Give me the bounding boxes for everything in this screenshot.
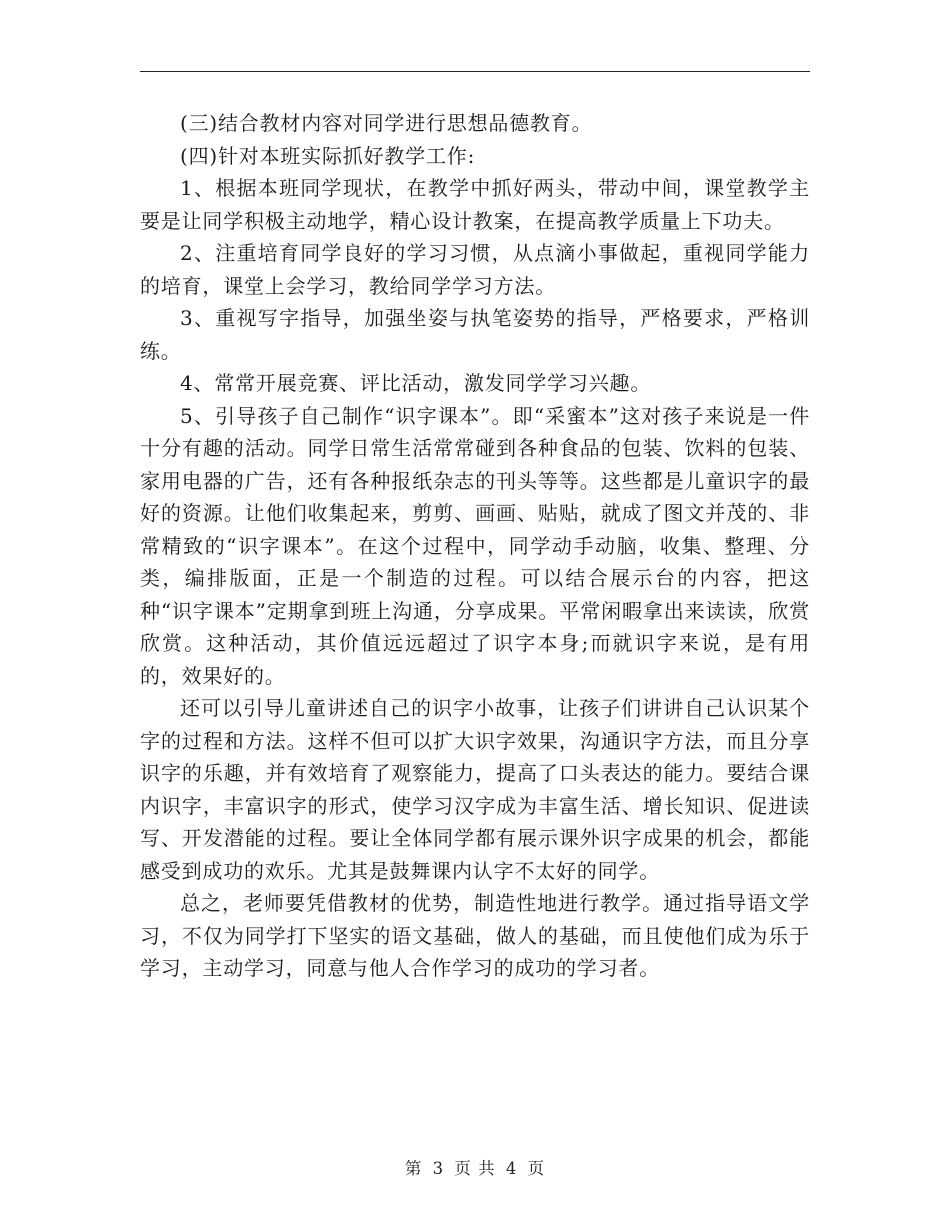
footer-total-pages: 4: [505, 1159, 518, 1178]
header-rule: [140, 71, 810, 72]
paragraph-item-2: 2、注重培育同学良好的学习习惯，从点滴小事做起，重视同学能力的培育，课堂上会学习，教给同学学习方法。: [140, 241, 810, 298]
document-body: [140, 107, 810, 985]
footer-current-page: 3: [432, 1159, 445, 1178]
paragraph-item-1: 1、根据本班同学现状，在教学中抓好两头，带动中间，课堂教学主要是让同学积极主动地学，精心设计教案，在提高教学质量上下功夫。: [140, 176, 810, 233]
footer-middle: 页 共: [454, 1159, 496, 1178]
paragraph-section-3: (三)结合教材内容对同学进行思想品德教育。: [180, 111, 593, 135]
footer-suffix: 页: [527, 1159, 546, 1178]
paragraph-story: 还可以引导儿童讲述自己的识字小故事，让孩子们讲讲自己认识某个字的过程和方法。这样不但可以扩大识字效果，沟通识字方法，而且分享识字的乐趣，并有效培育了观察能力，提高了口头表达的能力。要结合课内识字，丰富识字的形式，使学习汉字成为丰富生活、增长知识、促进读写、开发潜能的过程。要让全体同学都有展示课外识字成果的机会，都能感受到成功的欢乐。尤其是鼓舞课内认字不太好的同学。: [140, 696, 810, 883]
page-footer: [0, 1155, 950, 1179]
paragraph-item-4: 4、常常开展竞赛、评比活动，激发同学学习兴趣。: [180, 371, 652, 395]
footer-prefix: 第: [404, 1159, 423, 1178]
paragraph-section-4: (四)针对本班实际抓好教学工作:: [180, 143, 476, 168]
paragraph-item-3: 3、重视写字指导，加强坐姿与执笔姿势的指导，严格要求，严格训练。: [140, 306, 810, 363]
paragraph-item-5: 5、引导孩子自己制作“识字课本”。即“采蜜本”这对孩子来说是一件十分有趣的活动。同学日常生活常常碰到各种食品的包装、饮料的包装、家用电器的广告，还有各种报纸杂志的刊头等等。这些都是儿童识字的最好的资源。让他们收集起来，剪剪、画画、贴贴，就成了图文并茂的、非常精致的“识字课本”。在这个过程中，同学动手动脑，收集、整理、分类，编排版面，正是一个制造的过程。可以结合展示台的内容，把这种“识字课本”定期拿到班上沟通，分享成果。平常闲暇拿出来读读，欣赏欣赏。这种活动，其价值远远超过了识字本身;而就识字来说，是有用的，效果好的。: [140, 403, 810, 688]
paragraph-conclusion: 总之，老师要凭借教材的优势，制造性地进行教学。通过指导语文学习，不仅为同学打下坚实的语文基础，做人的基础，而且使他们成为乐于学习，主动学习，同意与他人合作学习的成功的学习者。: [140, 891, 810, 980]
